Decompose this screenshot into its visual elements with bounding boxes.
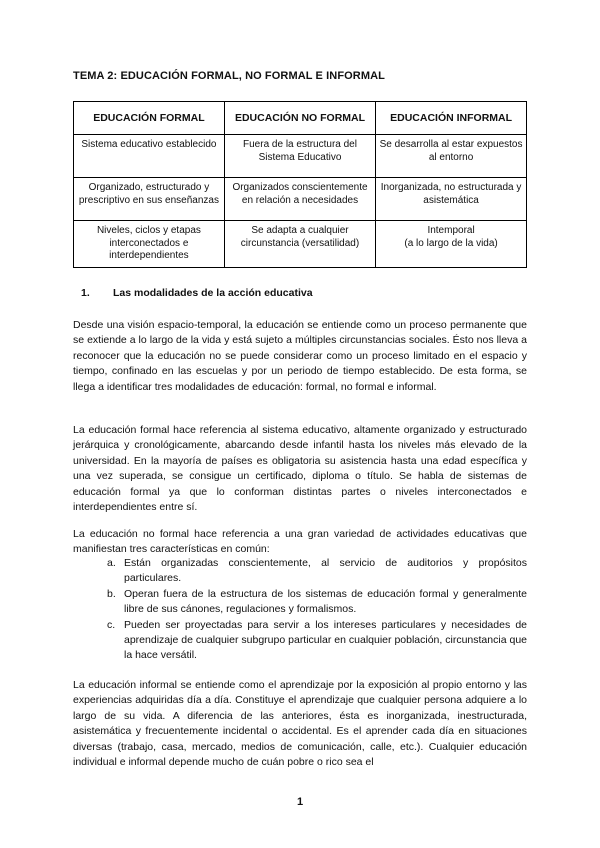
- table-cell: Fuera de la estructura del Sistema Educativo: [224, 135, 375, 178]
- document-title: TEMA 2: EDUCACIÓN FORMAL, NO FORMAL E INFORMAL: [73, 70, 385, 82]
- list-item-text: Operan fuera de la estructura de los sistemas de educación formal y generalmente libre de sus cánones, regulaciones y formalismos.: [124, 587, 527, 616]
- list-marker: b.: [107, 587, 116, 600]
- comparison-table: [73, 101, 527, 268]
- section-title: Las modalidades de la acción educativa: [113, 287, 313, 299]
- paragraph-intro: Desde una visión espacio-temporal, la educación se entiende como un proceso permanente que se extiende a lo largo de la vida y está sujeto a múltiples circunstancias sociales. Ésto nos lleva a reconocer que la educación no se puede considerar como un proceso limitado en el espacio y tiempo, confinado en las escuelas y por un periodo de tiempo establecido. De esta forma, se llega a identificar tres modalidades de educación: formal, no formal e informal.: [73, 319, 527, 393]
- section-heading: [81, 287, 313, 299]
- header-informal: EDUCACIÓN INFORMAL: [376, 102, 527, 135]
- list-marker: a.: [107, 557, 116, 569]
- table-cell: Organizado, estructurado y prescriptivo en sus enseñanzas: [74, 178, 225, 221]
- table-cell: Niveles, ciclos y etapas interconectados e interdependientes: [74, 221, 225, 268]
- paragraph-formal: La educación formal hace referencia al sistema educativo, altamente organizado y estructurado jerárquica y cronológicamente, abarcando desde infantil hasta los niveles más elevado de la universidad. En la mayoría de países es obligatoria su asistencia hasta una edad específica y una vez superada, se consigue un certificado, diploma o título. Se habla de sistemas de educación formal ya que lo conforman distintas partes o niveles interconectados e interdependientes entre sí.: [73, 424, 527, 514]
- paragraph-no-formal: La educación no formal hace referencia a una gran variedad de actividades educativas que manifiestan tres características en común:: [73, 528, 527, 556]
- list-item: [107, 587, 527, 618]
- list-item: [107, 618, 527, 664]
- table-cell: Intemporal (a lo largo de la vida): [376, 221, 527, 268]
- table-cell: Sistema educativo establecido: [74, 135, 225, 178]
- section-number: 1.: [81, 287, 90, 299]
- table-cell: Se desarrolla al estar expuestos al entorno: [376, 135, 527, 178]
- table-header-row: [74, 102, 527, 135]
- table-row: [74, 135, 527, 178]
- header-no-formal: EDUCACIÓN NO FORMAL: [224, 102, 375, 135]
- list-marker: c.: [107, 618, 116, 631]
- list-item-text: Pueden ser proyectadas para servir a los intereses particulares y necesidades de aprendizaje de cualquier subgrupo particular en cualquier población, circunstancia que la hace versátil.: [124, 618, 527, 662]
- characteristics-list: [73, 556, 527, 664]
- list-item: [107, 556, 527, 587]
- table-cell: Inorganizada, no estructurada y asistemática: [376, 178, 527, 221]
- table-row: [74, 178, 527, 221]
- table-row: [74, 221, 527, 268]
- list-item-text: Están organizadas conscientemente, al servicio de auditorios y propósitos particulares.: [124, 557, 527, 585]
- paragraph-informal: La educación informal se entiende como el aprendizaje por la exposición al propio entorno y las experiencias adquiridas día a día. Constituye el aprendizaje que cualquier persona adquiere a lo largo de su vida. A diferencia de las anteriores, ésta es inorganizada, inestructurada, asistemática y frecuentemente incidental o accidental. Es el aprender cada día en situaciones diversas (trabajo, casa, mercado, medios de comunicación, calle, etc.). Cualquier educación individual e informal depende mucho de cuán pobre o rico sea el: [73, 679, 527, 769]
- table-cell: Se adapta a cualquier circunstancia (versatilidad): [224, 221, 375, 268]
- header-formal: EDUCACIÓN FORMAL: [74, 102, 225, 135]
- page-number: 1: [296, 796, 304, 808]
- table-cell: Organizados conscientemente en relación a necesidades: [224, 178, 375, 221]
